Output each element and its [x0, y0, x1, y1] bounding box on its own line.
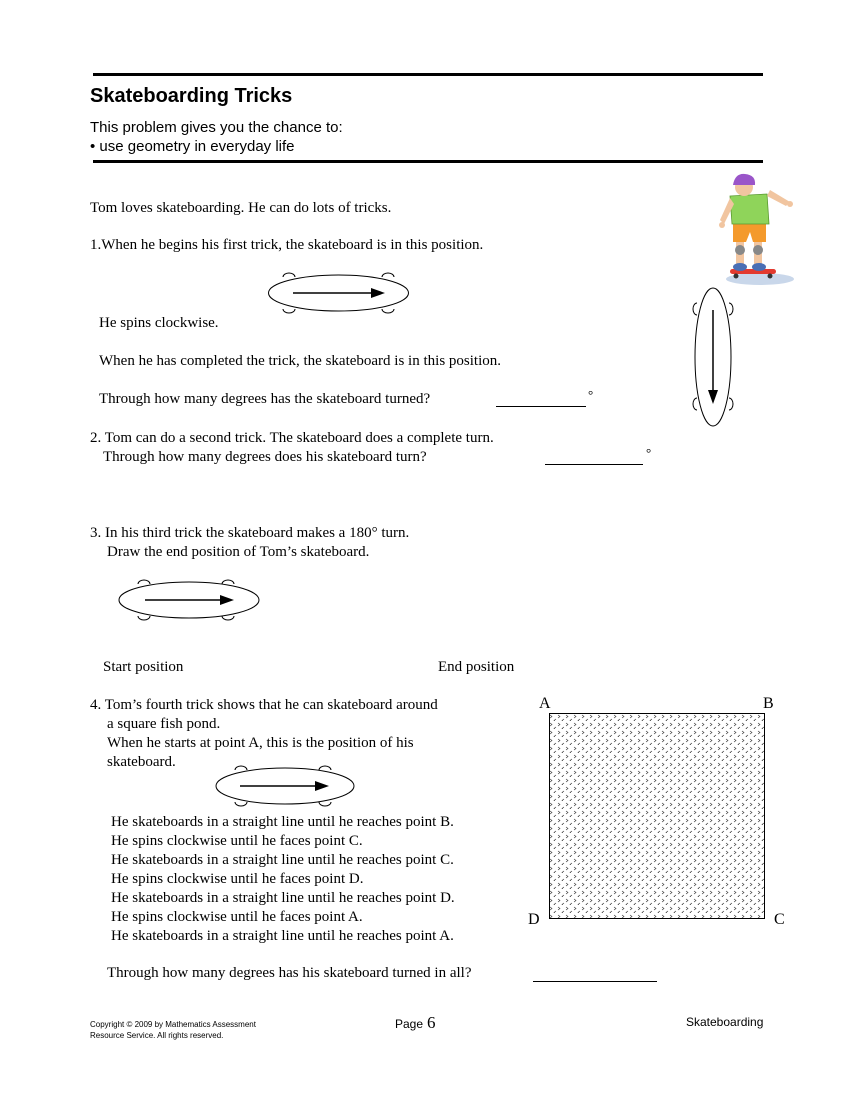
q4-line-3: When he starts at point A, this is the position of his: [107, 735, 414, 751]
q4-answer-blank[interactable]: [533, 967, 657, 982]
q4-step-5: He skateboards in a straight line until he reaches point D.: [111, 890, 455, 906]
skateboarder-illustration: [712, 172, 797, 287]
q4-step-1: He skateboards in a straight line until he reaches point B.: [111, 814, 454, 830]
q4-step-3: He skateboards in a straight line until he reaches point C.: [111, 852, 454, 868]
q3-line-1: 3. In his third trick the skateboard makes a 180° turn.: [90, 525, 410, 541]
q3-line-2: Draw the end position of Tom’s skateboard.: [107, 544, 370, 560]
q4-question: Through how many degrees has his skateboard turned in all?: [107, 965, 472, 981]
q1-end-skateboard: [692, 286, 734, 428]
q4-step-4: He spins clockwise until he faces point D.: [111, 871, 364, 887]
q1-answer-blank[interactable]: [496, 392, 586, 407]
intro-text: Tom loves skateboarding. He can do lots of tricks.: [90, 200, 392, 216]
q1-text: 1.When he begins his first trick, the skateboard is in this position.: [90, 237, 484, 253]
q4-step-7: He skateboards in a straight line until he reaches point A.: [111, 928, 454, 944]
corner-label-c: C: [774, 911, 785, 928]
q4-step-6: He spins clockwise until he faces point A.: [111, 909, 363, 925]
corner-label-d: D: [528, 911, 540, 928]
subtitle-line-1: This problem gives you the chance to:: [90, 119, 343, 136]
q1-spin-text: He spins clockwise.: [99, 315, 219, 331]
top-rule: [93, 73, 763, 76]
copyright-line-2: Resource Service. All rights reserved.: [90, 1031, 224, 1040]
q4-step-2: He spins clockwise until he faces point C.: [111, 833, 363, 849]
copyright-line-1: Copyright © 2009 by Mathematics Assessment: [90, 1020, 256, 1029]
q2-degree-symbol: °: [646, 445, 652, 460]
header-bottom-rule: [93, 160, 763, 163]
q4-line-2: a square fish pond.: [107, 716, 221, 732]
section-label: Skateboarding: [686, 1015, 764, 1029]
page-number: Page 6: [395, 1013, 436, 1032]
page-title: Skateboarding Tricks: [90, 85, 293, 107]
q1-completed-text: When he has completed the trick, the skateboard is in this position.: [99, 353, 501, 369]
q1-start-skateboard: [267, 272, 410, 314]
q3-end-label: End position: [438, 659, 515, 675]
corner-label-b: B: [763, 695, 774, 712]
q3-start-skateboard: [118, 579, 261, 621]
q3-start-label: Start position: [103, 659, 184, 675]
q1-question: Through how many degrees has the skateboard turned?: [99, 391, 431, 407]
subtitle-line-2: • use geometry in everyday life: [90, 138, 295, 155]
q2-line-2: Through how many degrees does his skateboard turn?: [103, 449, 427, 465]
corner-label-a: A: [539, 695, 551, 712]
q2-answer-blank[interactable]: [545, 450, 643, 465]
q2-line-1: 2. Tom can do a second trick. The skateboard does a complete turn.: [90, 430, 494, 446]
q4-line-1: 4. Tom’s fourth trick shows that he can skateboard around: [90, 697, 438, 713]
q1-degree-symbol: °: [588, 387, 594, 402]
q4-line-4: skateboard.: [107, 754, 176, 770]
q4-start-skateboard: [215, 765, 357, 807]
fish-pond-square: [549, 713, 765, 919]
